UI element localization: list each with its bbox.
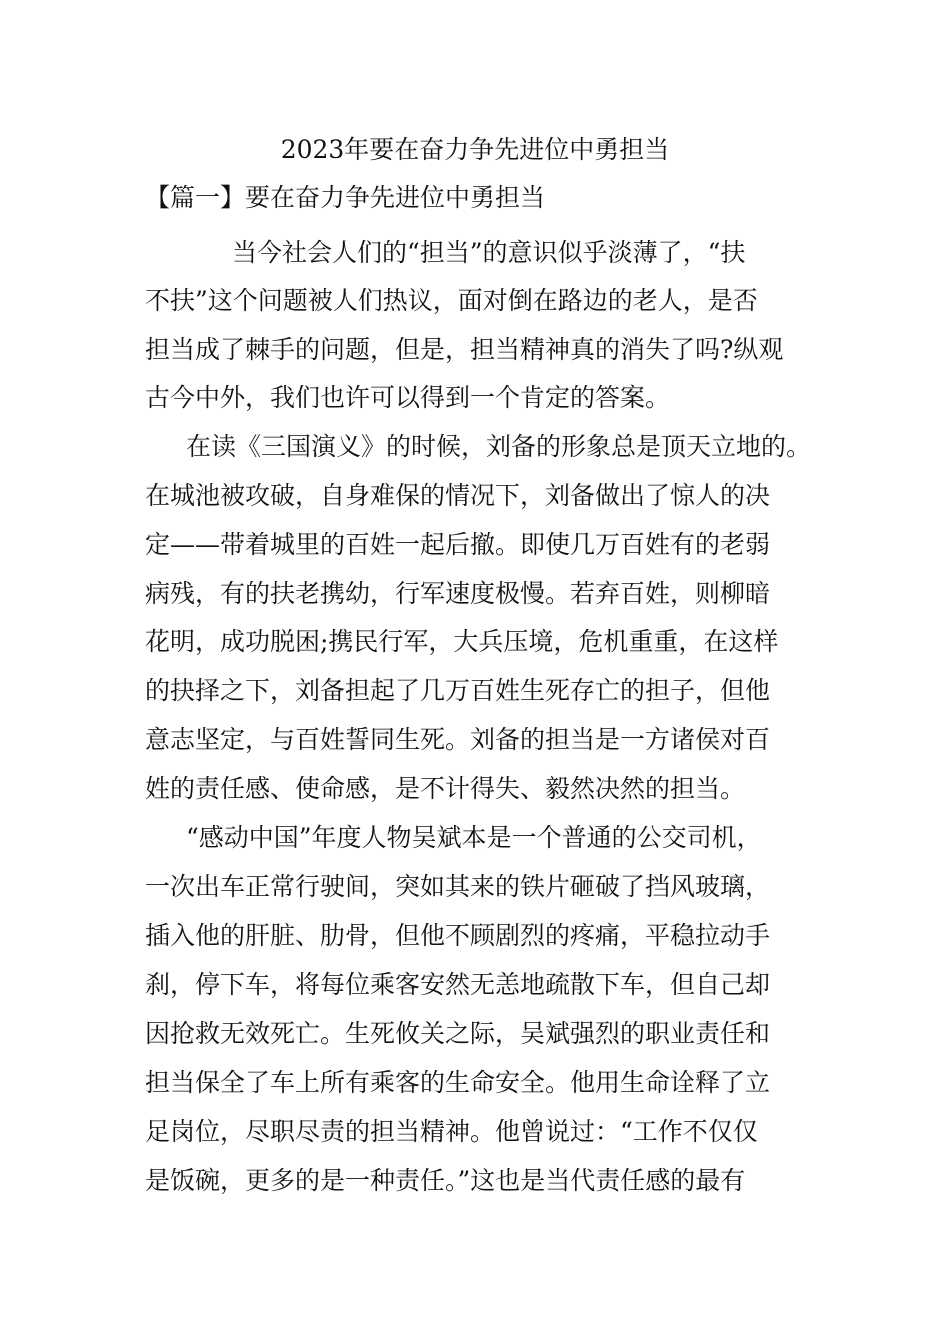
body-line: 在读《三国演义》的时候，刘备的形象总是顶天立地的。 — [186, 432, 812, 461]
body-line: 在城池被攻破，自身难保的情况下，刘备做出了惊人的决 — [145, 481, 771, 510]
section-heading: 【篇一】要在奋力争先进位中勇担当 — [145, 183, 546, 212]
body-line: 担当保全了车上所有乘客的生命安全。他用生命诠释了立 — [145, 1068, 771, 1097]
body-line: 担当成了棘手的问题，但是，担当精神真的消失了吗?纵观 — [145, 335, 784, 364]
body-line: “感动中国”年度人物吴斌本是一个普通的公交司机， — [186, 823, 762, 852]
body-line: 花明，成功脱困;携民行军，大兵压境，危机重重，在这样 — [145, 627, 779, 656]
body-line: 定——带着城里的百姓一起后撤。即使几万百姓有的老弱 — [145, 530, 771, 559]
body-line: 因抢救无效死亡。生死攸关之际，吴斌强烈的职业责任和 — [145, 1019, 771, 1048]
body-line: 古今中外，我们也许可以得到一个肯定的答案。 — [145, 383, 671, 412]
body-line: 一次出车正常行驶间，突如其来的铁片砸破了挡风玻璃， — [145, 872, 771, 901]
body-line: 姓的责任感、使命感，是不计得失、毅然决然的担当。 — [145, 774, 746, 803]
body-line: 足岗位，尽职尽责的担当精神。他曾说过：“工作不仅仅 — [145, 1117, 758, 1146]
body-line: 刹，停下车，将每位乘客安然无恙地疏散下车，但自己却 — [145, 970, 771, 999]
document-title: 2023年要在奋力争先进位中勇担当 — [280, 135, 670, 164]
body-line: 不扶”这个问题被人们热议，面对倒在路边的老人，是否 — [145, 286, 758, 315]
body-line: 插入他的肝脏、肋骨，但他不顾剧烈的疼痛，平稳拉动手 — [145, 921, 771, 950]
body-line: 病残，有的扶老携幼，行军速度极慢。若弃百姓，则柳暗 — [145, 579, 771, 608]
body-line: 当今社会人们的“担当”的意识似乎淡薄了，“扶 — [232, 238, 746, 267]
body-line: 是饭碗，更多的是一种责任。”这也是当代责任感的最有 — [145, 1166, 746, 1195]
body-line: 的抉择之下，刘备担起了几万百姓生死存亡的担子，但他 — [145, 676, 771, 705]
body-line: 意志坚定，与百姓誓同生死。刘备的担当是一方诸侯对百 — [145, 725, 771, 754]
